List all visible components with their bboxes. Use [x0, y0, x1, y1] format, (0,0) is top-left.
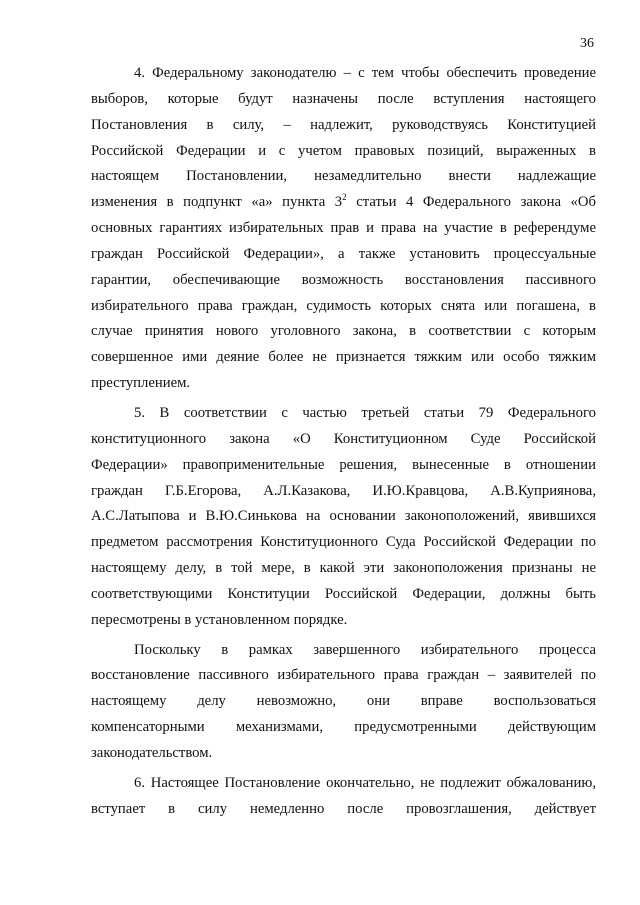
- text-line: 4. Федеральному законодателю – с тем чтобы обеспечить проведение: [134, 65, 596, 81]
- text-line: конституционного закона «О Конституционном Суде Российской: [91, 430, 596, 447]
- text-line: А.С.Латыпова и В.Ю.Синькова на основании законоположений, явившихся: [91, 508, 596, 525]
- text-line: гарантии, обеспечивающие возможность восстановления пассивного: [91, 271, 596, 288]
- superscript: 2: [342, 192, 347, 203]
- paragraph-5: [91, 401, 596, 634]
- text-line: настоящему делу невозможно, они вправе воспользоваться: [91, 693, 596, 710]
- text-line: Поскольку в рамках завершенного избирательного процесса: [134, 641, 596, 658]
- text-line: соответствующими Конституции Российской Федерации, должны быть: [91, 585, 596, 602]
- text-line: компенсаторными механизмами, предусмотренными действующим: [91, 719, 596, 736]
- text-line: избирательного права граждан, судимость которых снята или погашена, в: [91, 297, 596, 314]
- text-line-with-superscript: [91, 190, 596, 216]
- text-line: преступлением.: [91, 375, 191, 392]
- text-line: совершенное ими деяние более не признается тяжким или особо тяжким: [91, 349, 596, 366]
- text-line: настоящем Постановлении, незамедлительно внести надлежащие: [91, 168, 596, 185]
- text-line: настоящему делу, в той мере, в какой эти законоположения признаны не: [91, 560, 596, 577]
- text-line: граждан Российской Федерации», а также установить процессуальные: [91, 245, 596, 262]
- text-line: законодательством.: [91, 744, 213, 761]
- text-line: пересмотрены в установленном порядке.: [91, 611, 348, 628]
- text-line: основных гарантиях избирательных прав и права на участие в референдуме: [91, 220, 596, 237]
- text-line: Постановления в силу, – надлежит, руководствуясь Конституцией: [91, 116, 596, 133]
- text-fragment: статьи 4 Федерального закона «Об: [346, 194, 596, 211]
- paragraph-compensation: [91, 638, 596, 767]
- text-line: предметом рассмотрения Конституционного Суда Российской Федерации по: [91, 534, 596, 551]
- text-line: восстановление пассивного избирательного права граждан – заявителей по: [91, 667, 596, 684]
- document-body: [91, 61, 596, 822]
- paragraph-4: [91, 61, 596, 397]
- text-fragment: изменения в подпункт «а» пункта 3: [91, 194, 343, 211]
- text-line: вступает в силу немедленно после провозглашения, действует: [91, 800, 596, 817]
- page-number: 36: [580, 36, 594, 51]
- paragraph-6: [91, 771, 596, 823]
- text-line: 5. В соответствии с частью третьей статьи 79 Федерального: [134, 404, 596, 421]
- text-line: выборов, которые будут назначены после вступления настоящего: [91, 90, 596, 107]
- text-line: случае принятия нового уголовного закона, в соответствии с которым: [91, 323, 596, 340]
- text-line: Российской Федерации и с учетом правовых позиций, выраженных в: [91, 142, 596, 159]
- text-line: Федерации» правоприменительные решения, вынесенные в отношении: [91, 456, 596, 473]
- text-line: граждан Г.Б.Егорова, А.Л.Казакова, И.Ю.Кравцова, А.В.Куприянова,: [91, 482, 596, 499]
- text-line: 6. Настоящее Постановление окончательно, не подлежит обжалованию,: [134, 774, 596, 791]
